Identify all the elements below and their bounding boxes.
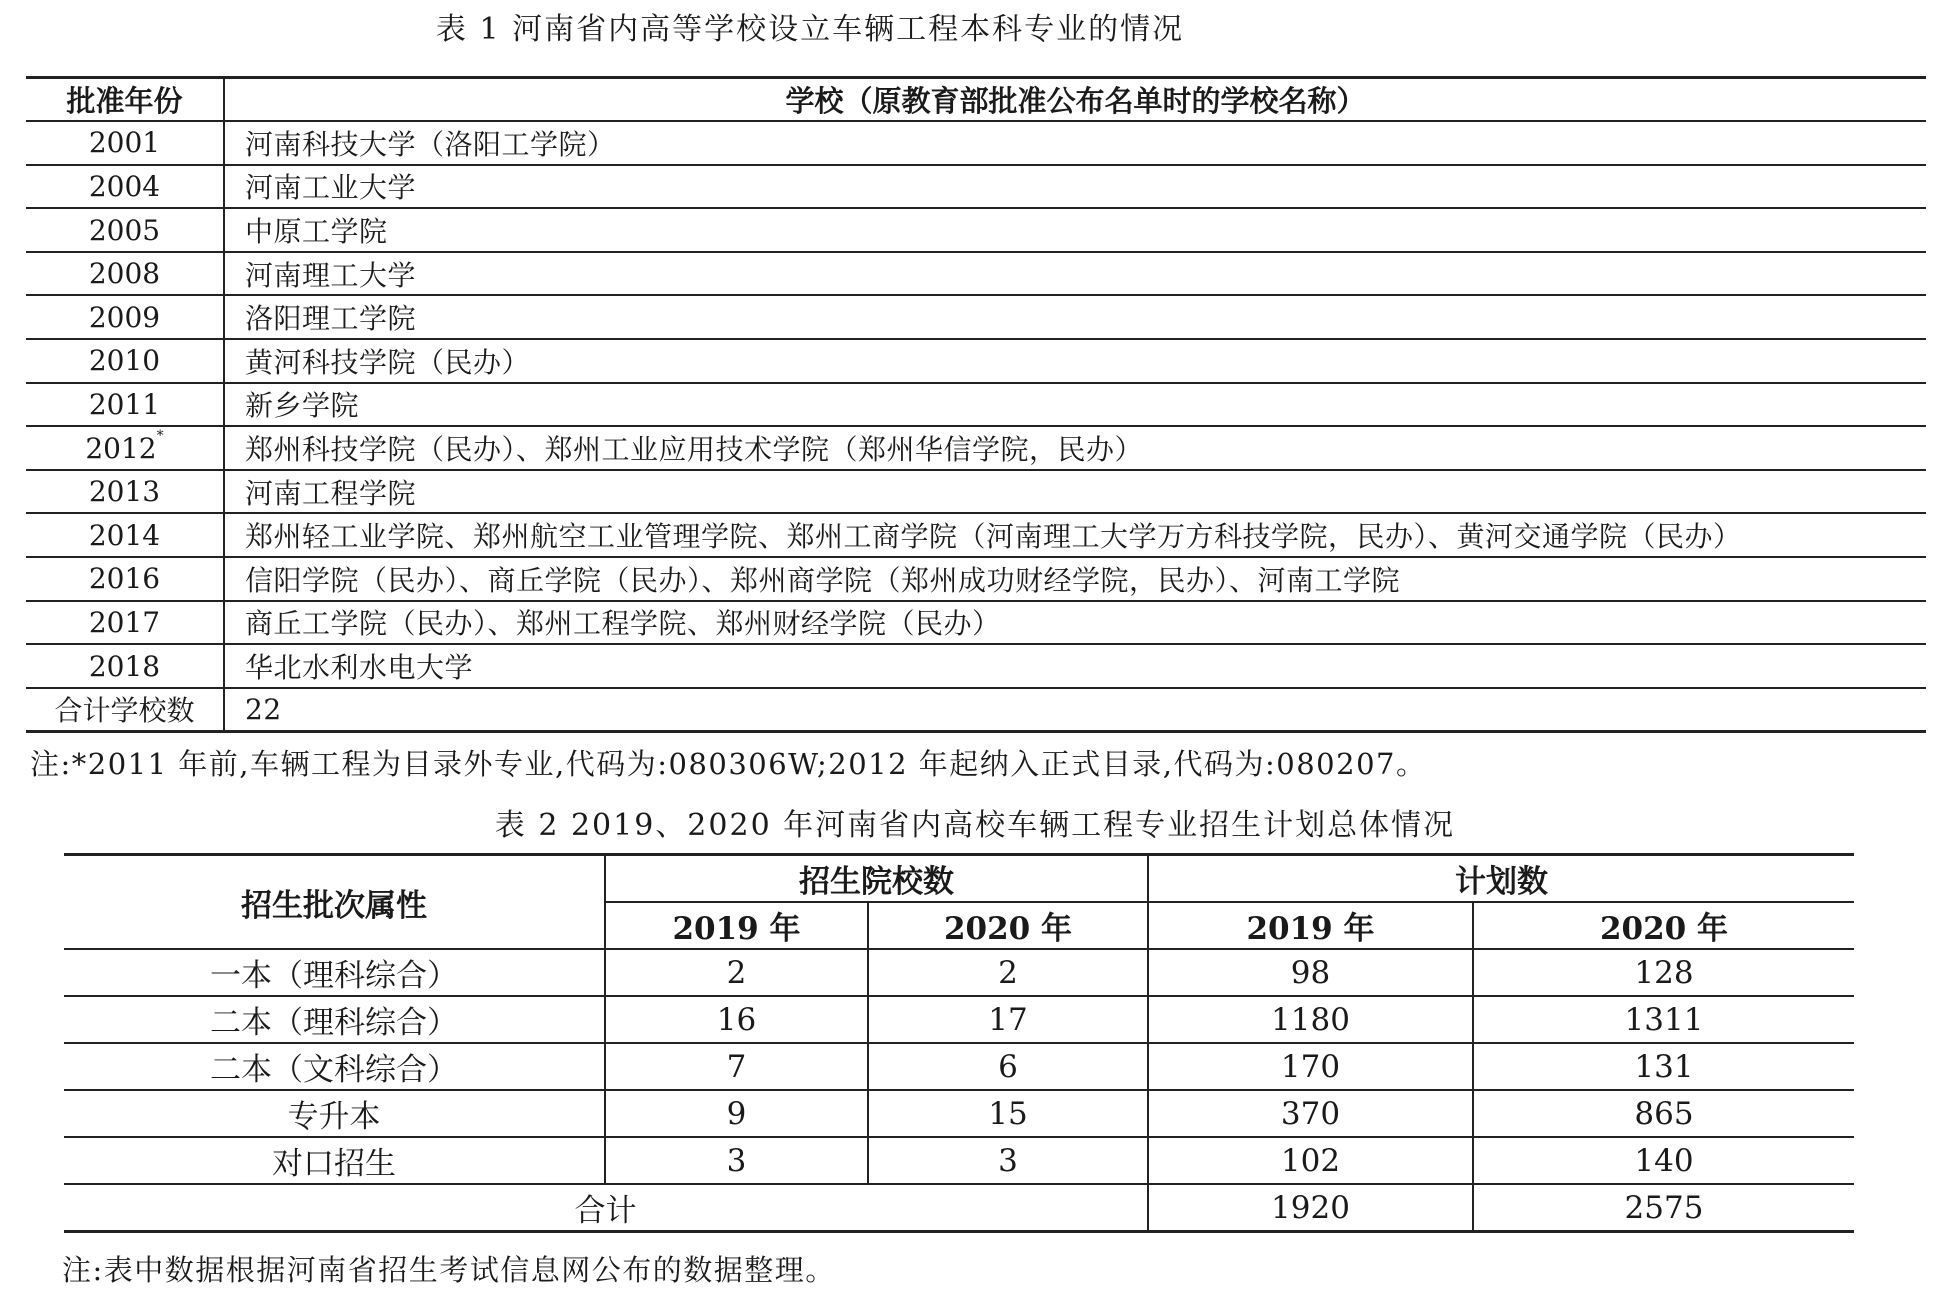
table-row — [64, 996, 1854, 1043]
header-schools-group: 招生院校数 — [605, 855, 1148, 903]
school-cell: 河南理工大学 — [224, 252, 1926, 296]
table-row — [64, 1137, 1854, 1184]
year-cell: 2011 — [26, 383, 224, 427]
table-row — [26, 426, 1926, 470]
table2-caption: 表 2 2019、2020 年河南省内高校车辆工程专业招生计划总体情况 — [494, 808, 1456, 843]
schools-2020-cell: 17 — [868, 996, 1148, 1043]
footnote-mark: * — [156, 427, 164, 444]
total-label: 合计 — [64, 1184, 1148, 1232]
year-cell: 2018 — [26, 644, 224, 688]
header-plan-2020: 2020 年 — [1473, 902, 1854, 949]
year-cell: 2005 — [26, 208, 224, 252]
table-row — [26, 208, 1926, 252]
schools-2019-cell: 7 — [605, 1043, 868, 1090]
plan-2019-cell: 370 — [1148, 1090, 1473, 1137]
school-cell: 洛阳理工学院 — [224, 295, 1926, 339]
table2-header-row-1 — [64, 855, 1854, 903]
schools-2020-cell: 2 — [868, 949, 1148, 996]
table2-note: 注:表中数据根据河南省招生考试信息网公布的数据整理。 — [62, 1253, 836, 1287]
year-cell: 2017 — [26, 601, 224, 645]
table1-caption: 表 1 河南省内高等学校设立车辆工程本科专业的情况 — [435, 12, 1185, 47]
table1-total-row — [26, 688, 1926, 732]
table1-header-year: 批准年份 — [26, 78, 224, 122]
header-batch: 招生批次属性 — [64, 855, 605, 950]
table2 — [64, 853, 1854, 1233]
table-row — [26, 121, 1926, 165]
plan-2020-cell: 865 — [1473, 1090, 1854, 1137]
plan-2019-cell: 102 — [1148, 1137, 1473, 1184]
year-cell: 2014 — [26, 513, 224, 557]
batch-cell: 专升本 — [64, 1090, 605, 1137]
school-cell: 黄河科技学院（民办） — [224, 339, 1926, 383]
schools-2019-cell: 16 — [605, 996, 868, 1043]
batch-cell: 对口招生 — [64, 1137, 605, 1184]
batch-cell: 一本（理科综合） — [64, 949, 605, 996]
table-row — [26, 383, 1926, 427]
table-row — [64, 1090, 1854, 1137]
plan-2020-cell: 128 — [1473, 949, 1854, 996]
table-row — [26, 165, 1926, 209]
header-schools-2020: 2020 年 — [868, 902, 1148, 949]
school-cell: 河南科技大学（洛阳工学院） — [224, 121, 1926, 165]
header-plan-group: 计划数 — [1148, 855, 1854, 903]
plan-2019-cell: 98 — [1148, 949, 1473, 996]
table1 — [26, 76, 1926, 733]
school-cell: 河南工程学院 — [224, 470, 1926, 514]
year-cell: 2001 — [26, 121, 224, 165]
plan-2020-cell: 131 — [1473, 1043, 1854, 1090]
year-cell: 2004 — [26, 165, 224, 209]
schools-2020-cell: 15 — [868, 1090, 1148, 1137]
header-schools-2019: 2019 年 — [605, 902, 868, 949]
table-row — [64, 1043, 1854, 1090]
schools-2020-cell: 3 — [868, 1137, 1148, 1184]
school-cell: 新乡学院 — [224, 383, 1926, 427]
plan-2020-cell: 1311 — [1473, 996, 1854, 1043]
total-plan-2019: 1920 — [1148, 1184, 1473, 1232]
table1-header-row — [26, 78, 1926, 122]
table2-total-row — [64, 1184, 1854, 1232]
batch-cell: 二本（文科综合） — [64, 1043, 605, 1090]
table-row — [26, 601, 1926, 645]
table1-note: 注:*2011 年前,车辆工程为目录外专业,代码为:080306W;2012 年起纳入正式目录,代码为:080207。 — [30, 747, 1427, 781]
school-cell: 河南工业大学 — [224, 165, 1926, 209]
school-cell: 郑州轻工业学院、郑州航空工业管理学院、郑州工商学院（河南理工大学万方科技学院，民办）、黄河交通学院（民办） — [224, 513, 1926, 557]
year-value: 2012 — [85, 431, 157, 465]
table-row — [26, 339, 1926, 383]
year-cell: 2009 — [26, 295, 224, 339]
year-cell — [26, 426, 224, 470]
batch-cell: 二本（理科综合） — [64, 996, 605, 1043]
total-label: 合计学校数 — [26, 688, 224, 732]
year-cell: 2010 — [26, 339, 224, 383]
schools-2019-cell: 3 — [605, 1137, 868, 1184]
year-cell: 2008 — [26, 252, 224, 296]
table-row — [26, 513, 1926, 557]
header-plan-2019: 2019 年 — [1148, 902, 1473, 949]
year-cell: 2016 — [26, 557, 224, 601]
school-cell: 信阳学院（民办）、商丘学院（民办）、郑州商学院（郑州成功财经学院，民办）、河南工学院 — [224, 557, 1926, 601]
plan-2020-cell: 140 — [1473, 1137, 1854, 1184]
table-row — [26, 557, 1926, 601]
school-cell: 郑州科技学院（民办）、郑州工业应用技术学院（郑州华信学院，民办） — [224, 426, 1926, 470]
total-value: 22 — [224, 688, 1926, 732]
table-row — [26, 252, 1926, 296]
total-plan-2020: 2575 — [1473, 1184, 1854, 1232]
schools-2019-cell: 2 — [605, 949, 868, 996]
plan-2019-cell: 1180 — [1148, 996, 1473, 1043]
table-row — [64, 949, 1854, 996]
table1-header-school: 学校（原教育部批准公布名单时的学校名称） — [224, 78, 1926, 122]
year-cell: 2013 — [26, 470, 224, 514]
table-row — [26, 644, 1926, 688]
school-cell: 中原工学院 — [224, 208, 1926, 252]
school-cell: 华北水利水电大学 — [224, 644, 1926, 688]
schools-2019-cell: 9 — [605, 1090, 868, 1137]
table-row — [26, 470, 1926, 514]
table-row — [26, 295, 1926, 339]
school-cell: 商丘工学院（民办）、郑州工程学院、郑州财经学院（民办） — [224, 601, 1926, 645]
schools-2020-cell: 6 — [868, 1043, 1148, 1090]
plan-2019-cell: 170 — [1148, 1043, 1473, 1090]
